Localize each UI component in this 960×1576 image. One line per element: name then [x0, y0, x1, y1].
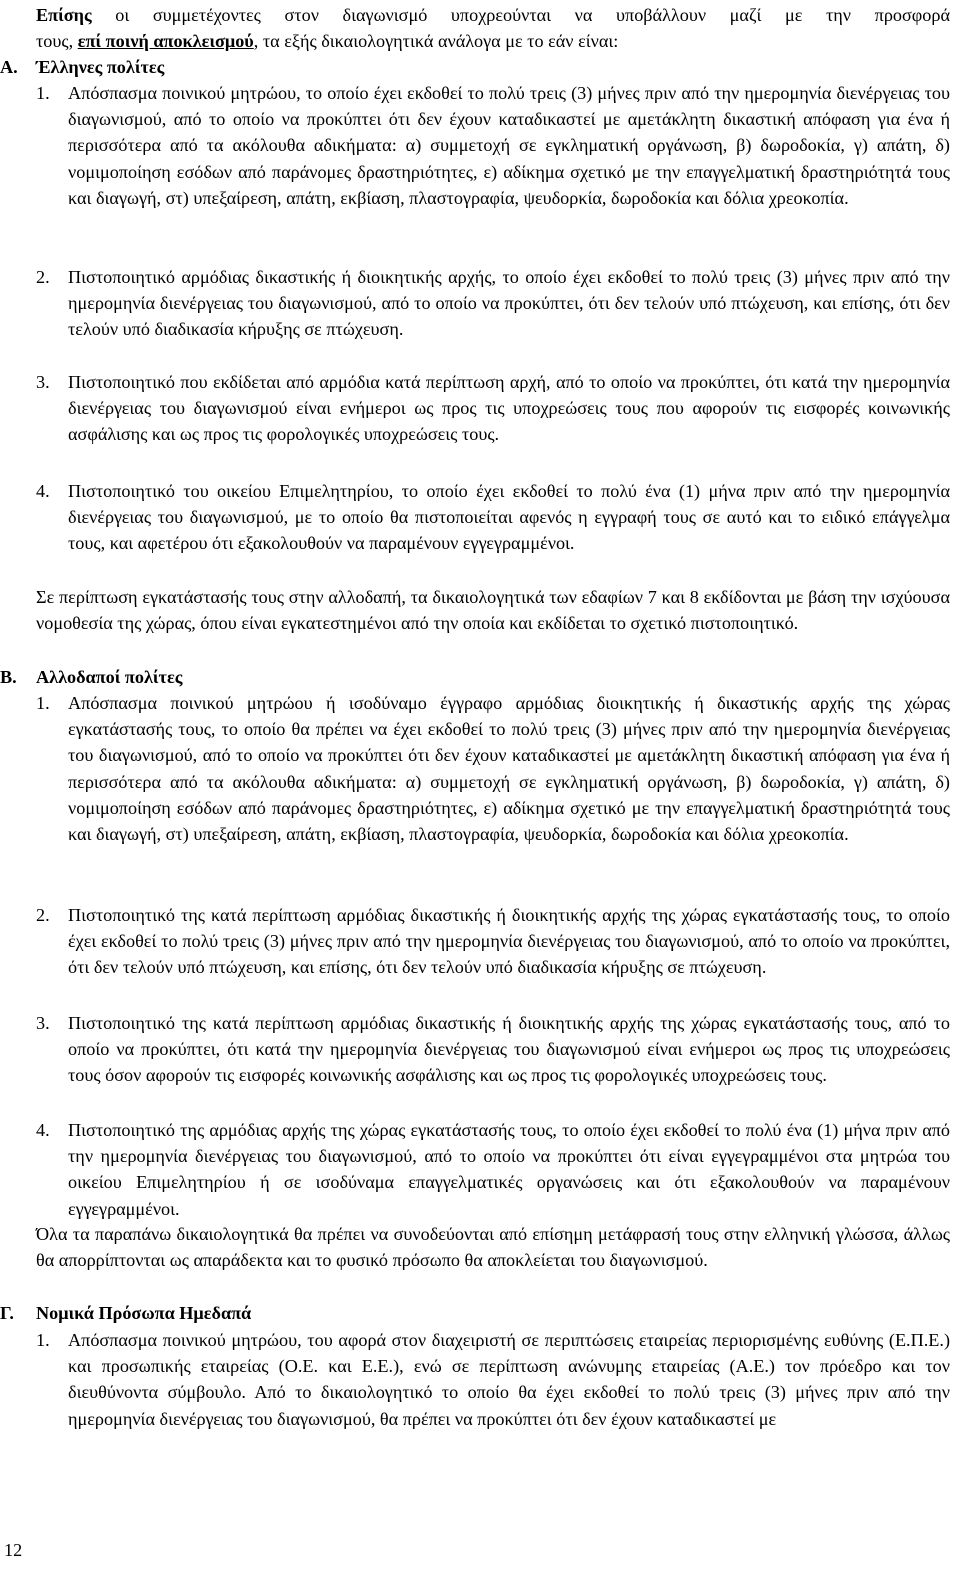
item-text: Απόσπασμα ποινικού μητρώου, το οποίο έχει εκδοθεί το πολύ τρεις (3) μήνες πριν από την ημερομηνία διενέργειας του διαγωνισμού, από το οποίο να προκύπτει ότι δεν έχουν καταδικαστεί με αμετάκλητη δικαστική απόφαση για ένα ή περισσότερα από τα ακόλουθα αδικήματα: α) συμμετοχή σε εγκληματική οργάνωση, β) δωροδοκία, γ) απάτη, δ) νομιμοποίηση εσόδων από παράνομες δραστηριότητες, ε) αδίκημα σχετικό με την επαγγελματική δραστηριότητά τους και διαγωγή, στ) υπεξαίρεση, απάτη, εκβίαση, πλαστογραφία, ψευδορκία, δωροδοκία και δόλια χρεοκοπία.: [68, 83, 950, 208]
item-number: 3.: [36, 372, 50, 392]
section-b-item-1: [36, 690, 950, 847]
item-number: 1.: [36, 83, 50, 103]
intro-lead-rest-2: τους,: [36, 31, 78, 52]
section-c-letter: Γ.: [0, 1303, 14, 1323]
item-text: Απόσπασμα ποινικού μητρώου ή ισοδύναμο έγγραφο αρμόδιας διοικητικής ή δικαστικής αρχής της χώρας εγκατάστασής τους, το οποίο θα πρέπει να έχει εκδοθεί το πολύ τρεις (3) μήνες πριν από την ημερομηνία διενέργειας του διαγωνισμού, από το οποίο να προκύπτει ότι δεν έχουν καταδικαστεί με αμετάκλητη δικαστική απόφαση για ένα ή περισσότερα από τα ακόλουθα αδικήματα: α) συμμετοχή σε εγκληματική οργάνωση, β) δωροδοκία, γ) απάτη, δ) νομιμοποίηση εσόδων από παράνομες δραστηριότητες, ε) αδίκημα σχετικό με την επαγγελματική δραστηριότητά τους και διαγωγή, στ) υπεξαίρεση, απάτη, εκβίαση, πλαστογραφία, ψευδορκία, δωροδοκία και δόλια χρεοκοπία.: [68, 693, 950, 845]
page-number: 12: [4, 1540, 23, 1560]
section-c-title: Νομικά Πρόσωπα Ημεδαπά: [36, 1303, 252, 1323]
section-a-title: Έλληνες πολίτες: [36, 57, 165, 77]
item-text: Πιστοποιητικό που εκδίδεται από αρμόδια κατά περίπτωση αρχή, από το οποίο να προκύπτει, ότι κατά την ημερομηνία διενέργειας του διαγωνισμού είναι ενήμεροι ως προς τις υποχρεώσεις τους που αφορούν τις εισφορές κοινωνικής ασφάλισης και ως προς τις φορολογικές υποχρεώσεις τους.: [68, 372, 950, 445]
intro-paragraph: [36, 2, 950, 54]
section-a-letter: Α.: [0, 57, 18, 77]
item-number: 1.: [36, 1330, 50, 1350]
section-b-heading: [0, 664, 182, 690]
item-text: Πιστοποιητικό της κατά περίπτωση αρμόδιας δικαστικής ή διοικητικής αρχής της χώρας εγκατάστασής τους, το οποίο έχει εκδοθεί το πολύ τρεις (3) μήνες πριν από την ημερομηνία διενέργειας του διαγωνισμού, από το οποίο να προκύπτει, ότι δεν τελούν υπό πτώχευση, και επίσης, ότι δεν τελούν υπό διαδικασία κήρυξης σε πτώχευση.: [68, 905, 950, 978]
intro-lead-rest-3: , τα εξής δικαιολογητικά ανάλογα με το εάν είναι:: [253, 31, 619, 52]
item-text: Πιστοποιητικό της κατά περίπτωση αρμόδιας δικαστικής ή διοικητικής αρχής της χώρας εγκατάστασής τους, από το οποίο να προκύπτει, ότι κατά την ημερομηνία διενέργειας του διαγωνισμού είναι ενήμεροι ως προς τις υποχρεώσεις τους όσον αφορούν τις εισφορές κοινωνικής ασφάλισης και ως προς τις φορολογικές υποχρεώσεις τους.: [68, 1013, 950, 1086]
intro-lead-bold: Επίσης: [36, 5, 92, 25]
item-text: Πιστοποιητικό του οικείου Επιμελητηρίου, το οποίο έχει εκδοθεί το πολύ ένα (1) μήνα πριν από την ημερομηνία διενέργειας του διαγωνισμού, με το οποίο θα πιστοποιείται αφενός η εγγραφή τους σε αυτό και το ειδικό επάγγελμα τους, και αφετέρου ότι εξακολουθούν να παραμένουν εγγεγραμμένοι.: [68, 481, 950, 554]
section-b-item-3: [36, 1010, 950, 1089]
item-number: 2.: [36, 905, 50, 925]
item-number: 1.: [36, 693, 50, 713]
intro-line-2: [36, 28, 950, 54]
section-a-item-3: [36, 369, 950, 448]
section-b-note: Όλα τα παραπάνω δικαιολογητικά θα πρέπει να συνοδεύονται από επίσημη μετάφρασή τους στην ελληνική γλώσσα, άλλως θα απορρίπτονται ως απαράδεκτα και το φυσικό πρόσωπο θα αποκλείεται του διαγωνισμού.: [36, 1224, 950, 1271]
section-b-title: Αλλοδαποί πολίτες: [36, 667, 183, 687]
item-number: 4.: [36, 1120, 50, 1140]
item-text: Πιστοποιητικό της αρμόδιας αρχής της χώρας εγκατάστασής τους, το οποίο έχει εκδοθεί το πολύ ένα (1) μήνα πριν από την ημερομηνία διενέργειας του διαγωνισμού, από το οποίο να προκύπτει ότι είναι εγγεγραμμένοι στα μητρώα του οικείου Επιμελητηρίου ή σε ισοδύναμα επαγγελματικές οργανώσεις και ότι εξακολουθούν να παραμένουν εγγεγραμμένοι.: [68, 1120, 950, 1219]
section-a-item-2: [36, 264, 950, 343]
intro-lead-rest-1: οι συμμετέχοντες στον διαγωνισμό υποχρεούνται να υποβάλλουν μαζί με την προσφορά: [91, 5, 950, 25]
section-a-item-4: [36, 478, 950, 557]
section-c-heading: [0, 1300, 251, 1326]
intro-penalty: επί ποινή αποκλεισμού: [77, 31, 254, 52]
section-b-letter: Β.: [0, 667, 17, 687]
section-c-item-1: [36, 1327, 950, 1432]
item-text: Πιστοποιητικό αρμόδιας δικαστικής ή διοικητικής αρχής, το οποίο έχει εκδοθεί το πολύ τρεις (3) μήνες πριν από την ημερομηνία διενέργειας του διαγωνισμού, από το οποίο να προκύπτει, ότι δεν τελούν υπό πτώχευση, και επίσης, ότι δεν τελούν υπό διαδικασία κήρυξης σε πτώχευση.: [68, 267, 950, 340]
intro-line-1: [36, 2, 950, 28]
item-number: 2.: [36, 267, 50, 287]
item-number: 3.: [36, 1013, 50, 1033]
item-number: 4.: [36, 481, 50, 501]
section-a-heading: [0, 54, 164, 80]
item-text: Απόσπασμα ποινικού μητρώου, του αφορά στον διαχειριστή σε περιπτώσεις εταιρείας περιορισμένης ευθύνης (Ε.Π.Ε.) και προσωπικής εταιρείας (Ο.Ε. και Ε.Ε.), ενώ σε περίπτωση ανώνυμης εταιρείας (Α.Ε.) τον πρόεδρο και τον διευθύνοντα σύμβουλο. Από το δικαιολογητικό το οποίο θα έχει εκδοθεί το πολύ τρεις (3) μήνες πριν από την ημερομηνία διενέργειας του διαγωνισμού, θα πρέπει να προκύπτει ότι δεν έχουν καταδικαστεί με: [68, 1330, 950, 1429]
section-a-item-1: [36, 80, 950, 211]
section-b-item-2: [36, 902, 950, 981]
section-b-item-4: [36, 1117, 950, 1222]
section-a-note: Σε περίπτωση εγκατάστασής τους στην αλλοδαπή, τα δικαιολογητικά των εδαφίων 7 και 8 εκδίδονται με βάση την ισχύουσα νομοθεσία της χώρας, όπου είναι εγκατεστημένοι από την οποία και εκδίδεται το σχετικό πιστοποιητικό.: [36, 587, 950, 634]
